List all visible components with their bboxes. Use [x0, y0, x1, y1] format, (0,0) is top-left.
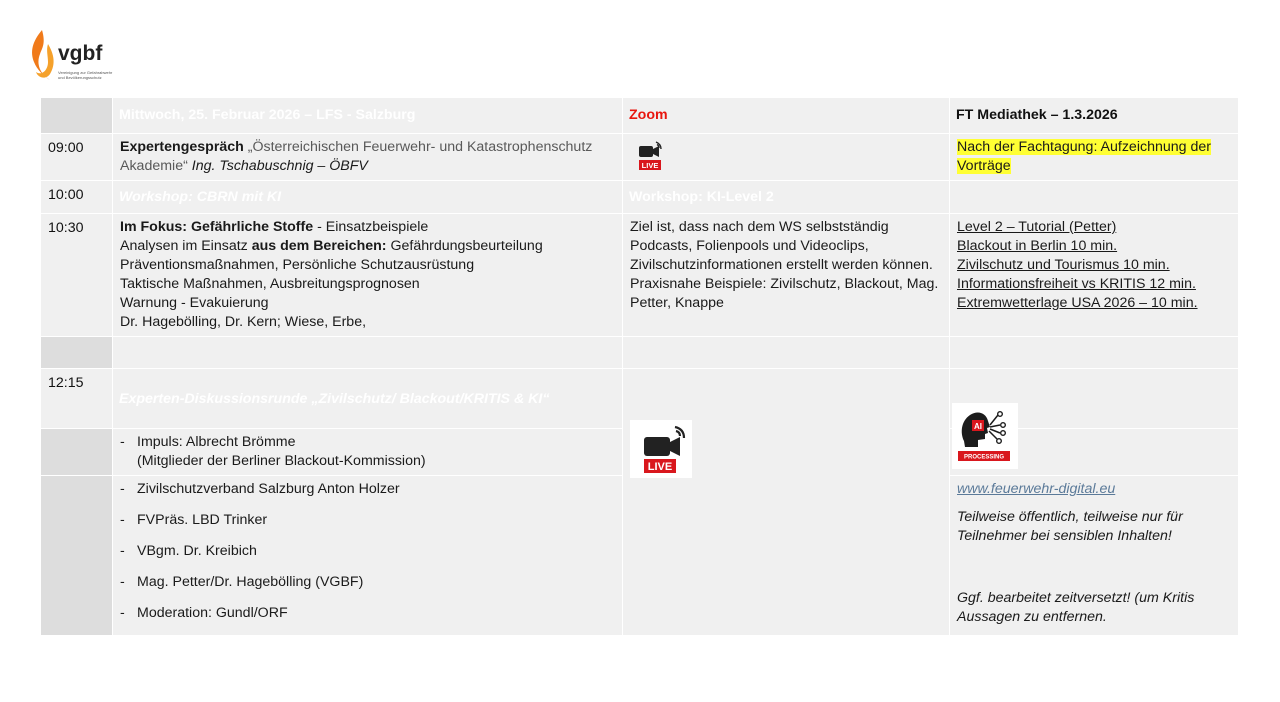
academy-name: „Österreichischen Feuerwehr- und Katastrophenschutz Akademie“ [120, 139, 593, 174]
website-link[interactable]: www.feuerwehr-digital.eu [957, 481, 1116, 497]
ft-links-cell [950, 214, 1239, 337]
public-note: Teilweise öffentlich, teilweise nur für Teilnehmer bei sensiblen Inhalten! [957, 509, 1183, 544]
row-1000 [41, 181, 1239, 214]
analysen-bold: aus dem Bereichen: [251, 238, 387, 254]
panel-list-cell [113, 476, 623, 636]
expertengespraech-cell [113, 134, 623, 181]
delayed-note: Ggf. bearbeitet zeitversetzt! (um Kritis Aussagen zu entfernen. [957, 590, 1195, 625]
list-dash: - [120, 512, 125, 528]
panel-member: Moderation: Gundl/ORF [137, 605, 288, 621]
ki-examples-text: Praxisnahe Beispiele: Zivilschutz, Blackout, Mag. Petter, Knappe [630, 276, 939, 311]
list-dash: - [120, 574, 125, 590]
detail-line: Präventionsmaßnahmen, Persönliche Schutzausrüstung [120, 257, 475, 273]
ft-cell-1000 [950, 181, 1239, 214]
time-cell: 10:30 [41, 214, 113, 337]
list-dash: - [120, 434, 125, 450]
analysen-rest: Gefährdungsbeurteilung [386, 238, 543, 254]
empty-cell [950, 337, 1239, 369]
focus-rest: - Einsatzbeispiele [313, 219, 429, 235]
ft-mediathek-header: FT Mediathek – 1.3.2026 [950, 98, 1239, 134]
analysen-text: Analysen im Einsatz [120, 238, 252, 254]
ft-link[interactable]: Zivilschutz und Tourismus 10 min. [957, 257, 1170, 273]
ki-goal-text: Ziel ist, dass nach dem WS selbstständig Podcasts, Folienpools und Videoclips, Zivilschutzinformationen erstellt werden können. [630, 219, 933, 273]
live-label: LIVE [641, 161, 659, 170]
empty-cell [623, 337, 950, 369]
time-cell: 09:00 [41, 134, 113, 181]
ai-label: AI [974, 422, 982, 431]
expertengespraech-title: Expertengespräch [120, 139, 248, 155]
panel-member: FVPräs. LBD Trinker [137, 512, 268, 528]
detail-line: Taktische Maßnahmen, Ausbreitungsprognosen [120, 276, 420, 292]
processing-label: PROCESSING [963, 454, 1005, 461]
workshop-cbrn-header: Workshop: CBRN mit KI [113, 181, 623, 214]
cbrn-details-cell [113, 214, 623, 337]
ft-link[interactable]: Blackout in Berlin 10 min. [957, 238, 1118, 254]
impuls-cell [113, 429, 623, 476]
ki-level2-details-cell [623, 214, 950, 337]
zoom-live-cell [623, 369, 950, 636]
header-row [41, 98, 1239, 134]
list-dash: - [120, 605, 125, 621]
ai-processing-icon [952, 403, 1018, 469]
time-cell-empty [41, 476, 113, 636]
vgbf-logo [28, 28, 118, 84]
logo-subtitle: Vereinigung zur Gefahrabwehr und Bevölkerungsschutz [58, 70, 113, 80]
day-header: Mittwoch, 25. Februar 2026 – LFS - Salzburg [113, 98, 623, 134]
time-cell: 10:00 [41, 181, 113, 214]
focus-title: Im Fokus: Gefährliche Stoffe [120, 219, 314, 235]
row-1030 [41, 214, 1239, 337]
ft-link[interactable]: Informationsfreiheit vs KRITIS 12 min. [957, 276, 1196, 292]
panel-member: Zivilschutzverband Salzburg Anton Holzer [137, 481, 400, 497]
time-cell-empty [41, 429, 113, 476]
zoom-cell-0900 [623, 134, 950, 181]
logo-text: vgbf [58, 42, 103, 65]
live-camera-icon [636, 140, 666, 174]
live-camera-icon-large [630, 420, 692, 478]
recording-note: Nach der Fachtagung: Aufzeichnung der Vorträge [957, 139, 1211, 174]
panel-member: Mag. Petter/Dr. Hagebölling (VGBF) [137, 574, 364, 590]
ft-cell-0900 [950, 134, 1239, 181]
time-cell-empty [41, 337, 113, 369]
time-cell: 12:15 [41, 369, 113, 429]
speaker: Ing. Tschabuschnig – ÖBFV [191, 158, 368, 174]
ft-link[interactable]: Level 2 – Tutorial (Petter) [957, 219, 1117, 235]
flame-icon [28, 28, 58, 82]
list-dash: - [120, 543, 125, 559]
schedule-table [40, 97, 1239, 636]
impuls-speaker: Impuls: Albrecht Brömme [137, 434, 296, 450]
detail-line: Warnung - Evakuierung [120, 295, 269, 311]
header-time-cell [41, 98, 113, 134]
detail-line: Dr. Hagebölling, Dr. Kern; Wiese, Erbe, [120, 314, 367, 330]
workshop-ki-level2-header: Workshop: KI-Level 2 [623, 181, 950, 214]
zoom-header: Zoom [623, 98, 950, 134]
ft-link[interactable]: Extremwetterlage USA 2026 – 10 min. [957, 295, 1198, 311]
live-label: LIVE [647, 461, 673, 473]
impuls-sub: (Mitglieder der Berliner Blackout-Kommission) [137, 453, 426, 469]
row-spacer [41, 337, 1239, 369]
diskussionsrunde-header: Experten-Diskussionsrunde „Zivilschutz/ Blackout/KRITIS & KI“ [113, 369, 623, 429]
panel-member: VBgm. Dr. Kreibich [137, 543, 257, 559]
ft-notes-cell [950, 476, 1239, 636]
list-dash: - [120, 481, 125, 497]
empty-cell [113, 337, 623, 369]
